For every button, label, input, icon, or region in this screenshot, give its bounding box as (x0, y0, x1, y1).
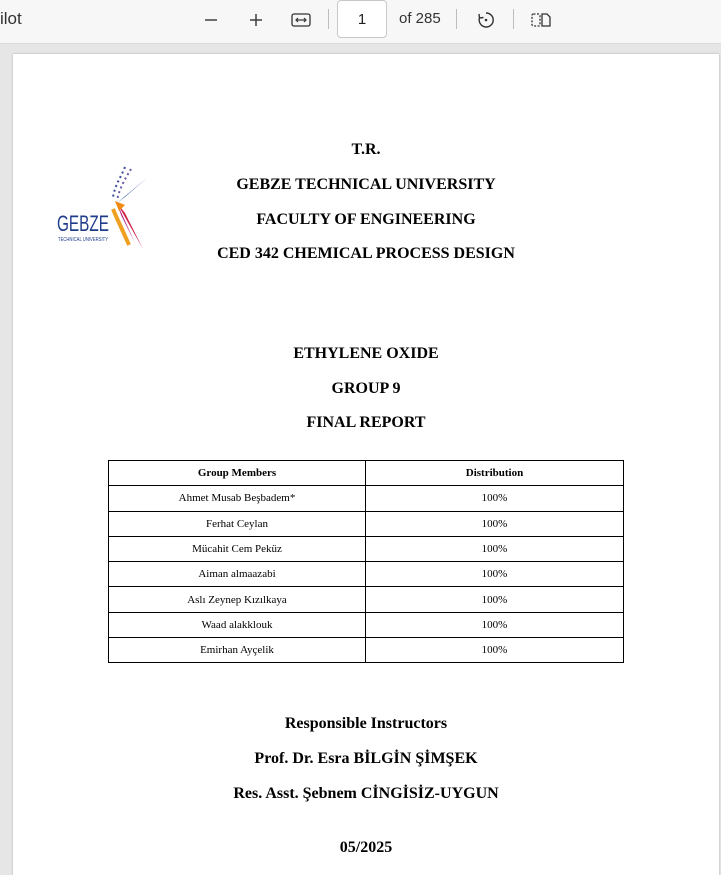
toolbar-divider (513, 9, 514, 29)
fit-width-icon (291, 12, 311, 28)
page-view-button[interactable] (527, 8, 555, 32)
logo-subtext: TECHNICAL UNIVERSITY (58, 237, 109, 243)
table-header-row (109, 461, 624, 486)
member-distribution: 100% (366, 511, 624, 536)
member-distribution: 100% (366, 587, 624, 612)
instructor-1: Prof. Dr. Esra BİLGİN ŞİMŞEK (254, 750, 478, 767)
plus-icon (248, 12, 264, 28)
page-number-input[interactable]: 1 (337, 0, 387, 38)
table-row (109, 612, 624, 637)
member-name: Ahmet Musab Beşbadem* (109, 486, 366, 511)
header-university: GEBZE TECHNICAL UNIVERSITY (236, 176, 496, 193)
table-row (109, 486, 624, 511)
instructors-heading: Responsible Instructors (284, 715, 448, 732)
instructor-2: Res. Asst. Şebnem CİNGİSİZ-UYGUN (233, 785, 499, 802)
member-distribution: 100% (366, 562, 624, 587)
page-count: of 285 (399, 10, 441, 27)
header-faculty: FACULTY OF ENGINEERING (256, 211, 476, 228)
zoom-in-button[interactable] (242, 8, 270, 32)
rotate-icon (476, 10, 496, 30)
table-row (109, 638, 624, 663)
member-name: Emirhan Ayçelik (109, 638, 366, 663)
table-row (109, 587, 624, 612)
minus-icon (203, 12, 219, 28)
zoom-out-button[interactable] (197, 8, 225, 32)
table-row (109, 511, 624, 536)
column-header-members: Group Members (109, 461, 366, 486)
report-date: 05/2025 (339, 839, 393, 856)
pdf-page (13, 54, 719, 875)
table-row (109, 536, 624, 561)
member-distribution: 100% (366, 486, 624, 511)
member-name: Aslı Zeynep Kızılkaya (109, 587, 366, 612)
toolbar-divider (328, 9, 329, 29)
member-name: Waad alakklouk (109, 612, 366, 637)
report-group: GROUP 9 (331, 380, 401, 397)
report-subject: ETHYLENE OXIDE (293, 345, 439, 362)
header-course: CED 342 CHEMICAL PROCESS DESIGN (217, 245, 515, 262)
gebze-university-logo (55, 157, 151, 253)
column-header-distribution: Distribution (366, 461, 624, 486)
pdf-toolbar (0, 0, 721, 44)
member-name: Mücahit Cem Peküz (109, 536, 366, 561)
table-row (109, 562, 624, 587)
header-tr: T.R. (351, 141, 381, 158)
fit-width-button[interactable] (287, 8, 315, 32)
report-type: FINAL REPORT (306, 414, 426, 431)
member-distribution: 100% (366, 536, 624, 561)
member-distribution: 100% (366, 638, 624, 663)
member-distribution: 100% (366, 612, 624, 637)
copilot-label[interactable]: ilot (0, 9, 22, 28)
toolbar-divider (456, 9, 457, 29)
group-members-table (108, 460, 624, 663)
member-name: Aiman almaazabi (109, 562, 366, 587)
two-page-view-icon (530, 11, 552, 29)
rotate-button[interactable] (472, 8, 500, 32)
logo-text: GEBZE (57, 211, 109, 236)
member-name: Ferhat Ceylan (109, 511, 366, 536)
